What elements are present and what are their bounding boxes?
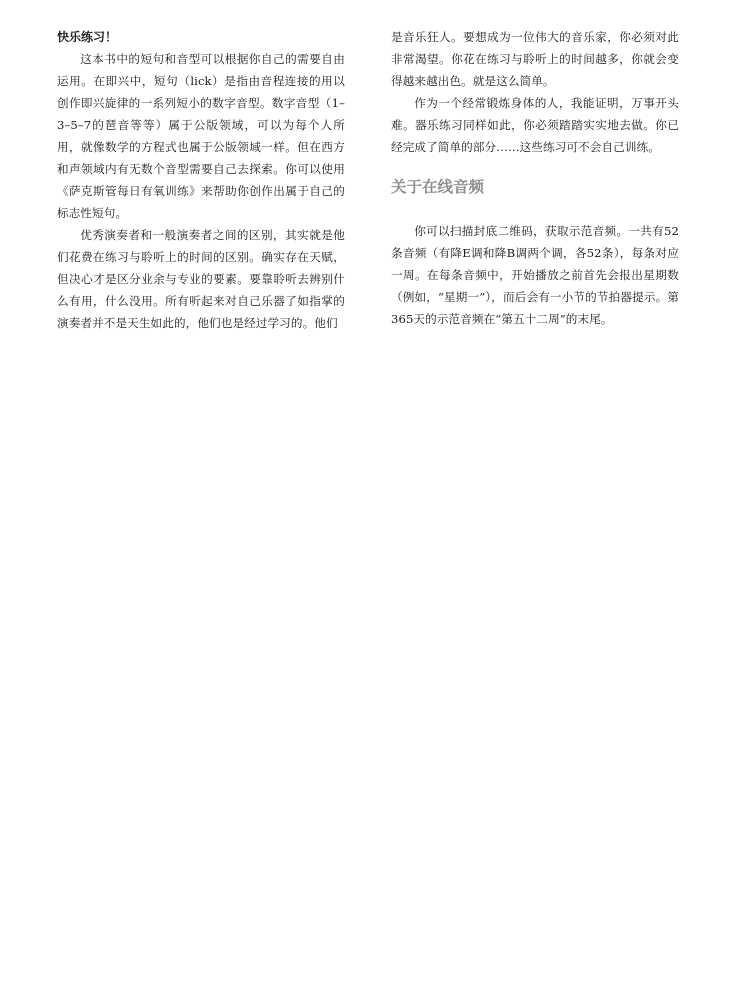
section-title: 关于在线音频 — [391, 178, 485, 196]
left-column — [57, 26, 345, 334]
paragraph-continued: 是音乐狂人。要想成为一位伟大的音乐家，你必须对此非常渴望。你花在练习与聆听上的时间越多，你就会变得越来越出色。就是这么简单。 — [391, 30, 679, 88]
paragraph: 作为一个经常锻炼身体的人，我能证明，万事开头难。器乐练习同样如此，你必须踏踏实实地去做。你已经完成了简单的部分……这些练习可不会自己训练。 — [391, 96, 679, 154]
paragraph: 这本书中的短句和音型可以根据你自己的需要自由运用。在即兴中，短句（lick）是指由音程连接的用以创作即兴旋律的一系列短小的数字音型。数字音型（1–3–5–7的琶音等等）属于公版领域，可以为每个人所用，就像数学的方程式也属于公版领域一样。但在西方和声领域内有无数个音型需要自己去探索。你可以使用《萨克斯管每日有氧训练》来帮助你创作出属于自己的标志性短句。 — [57, 52, 345, 220]
right-column — [391, 26, 679, 330]
section-heading: 快乐练习！ — [57, 30, 118, 44]
paragraph: 你可以扫描封底二维码，获取示范音频。一共有52条音频（有降E调和降B调两个调，各52条），每条对应一周。在每条音频中，开始播放之前首先会报出星期数（例如，“星期一”），而后会有一小节的节拍器提示。第365天的示范音频在“第五十二周”的末尾。 — [391, 224, 679, 326]
paragraph: 优秀演奏者和一般演奏者之间的区别，其实就是他们花费在练习与聆听上的时间的区别。确实存在天赋，但决心才是区分业余与专业的要素。要靠聆听去辨别什么有用，什么没用。所有听起来对自己乐器了如指掌的演奏者并不是天生如此的，他们也是经过学习的。他们 — [57, 228, 345, 330]
